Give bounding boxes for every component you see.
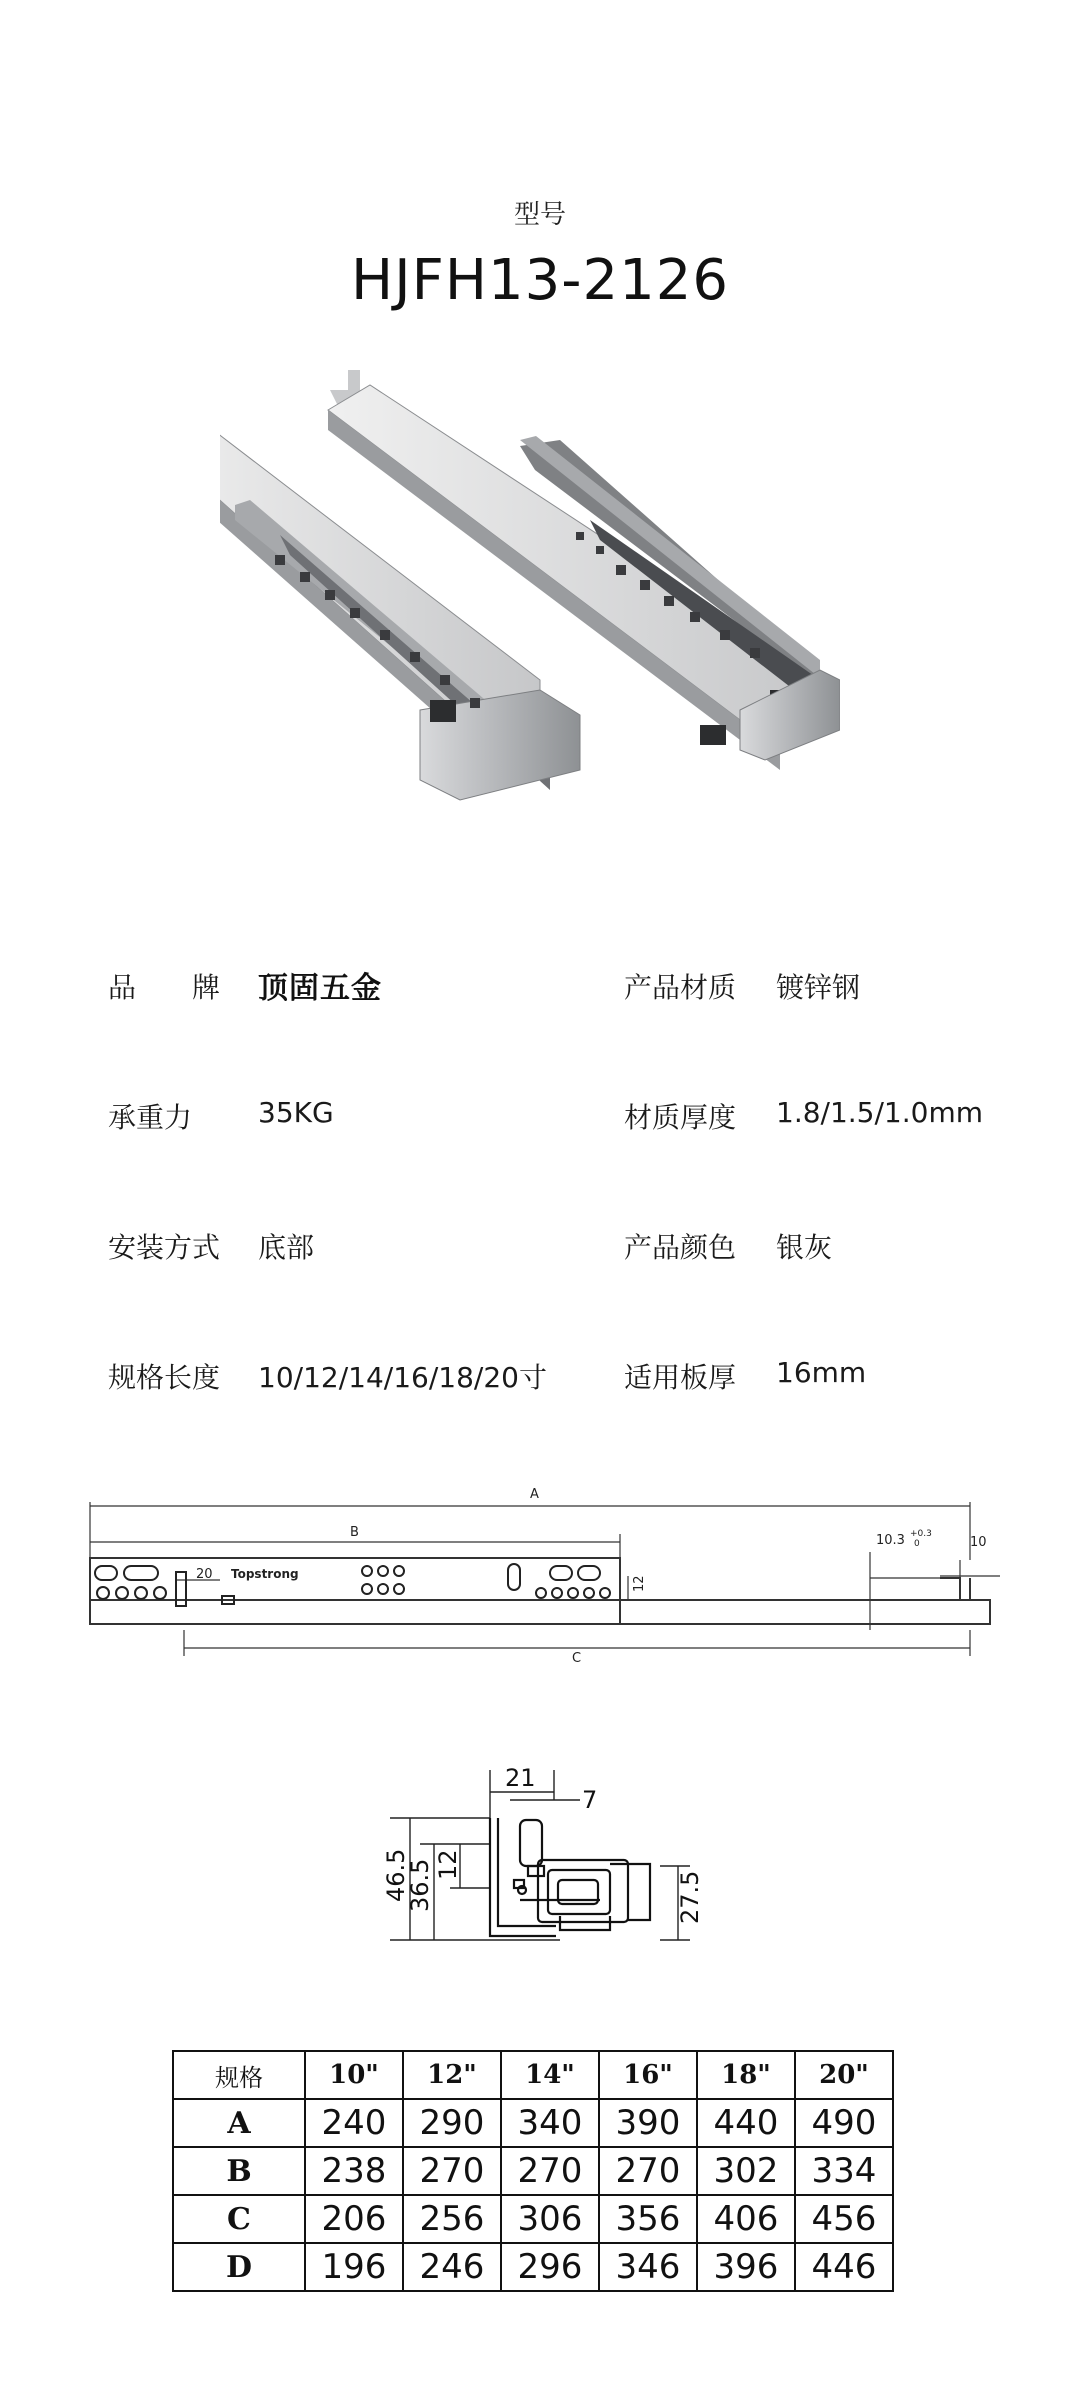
spec-value-thickness: 1.8/1.5/1.0mm — [776, 1096, 984, 1129]
model-label: 型号 — [513, 200, 566, 230]
table-cell: 334 — [795, 2147, 893, 2195]
table-cell: 270 — [599, 2147, 697, 2195]
dim-20: 20 — [196, 1567, 213, 1582]
dim-46-5: 46.5 — [382, 1848, 410, 1902]
table-cell: 440 — [697, 2099, 795, 2147]
table-cell: 196 — [305, 2243, 403, 2291]
table-header-cell: 20" — [795, 2051, 893, 2099]
table-cell: 238 — [305, 2147, 403, 2195]
spec-label-board: 适用板厚 — [624, 1361, 737, 1394]
dim-10-3: 10.3 — [876, 1533, 905, 1548]
section-drawing — [360, 1740, 720, 1970]
spec-label-length: 规格长度 — [108, 1361, 221, 1394]
dim-c: C — [572, 1651, 582, 1666]
row-label: A — [173, 2099, 305, 2147]
table-header-cell: 12" — [403, 2051, 501, 2099]
spec-label-material: 产品材质 — [624, 971, 737, 1004]
spec-value-install: 底部 — [258, 1231, 315, 1264]
table-cell: 270 — [403, 2147, 501, 2195]
dim-27-5: 27.5 — [676, 1870, 704, 1924]
spec-value-length: 10/12/14/16/18/20寸 — [258, 1361, 547, 1394]
dim-12-section: 12 — [434, 1849, 462, 1880]
spec-label-load: 承重力 — [108, 1101, 193, 1134]
tol-plus: +0.3 — [910, 1529, 932, 1539]
table-row — [173, 2195, 893, 2243]
table-cell: 256 — [403, 2195, 501, 2243]
table-cell: 240 — [305, 2099, 403, 2147]
table-cell: 446 — [795, 2243, 893, 2291]
table-header-cell: 14" — [501, 2051, 599, 2099]
table-cell: 390 — [599, 2099, 697, 2147]
tol-zero: 0 — [914, 1539, 920, 1549]
table-cell: 302 — [697, 2147, 795, 2195]
dim-b: B — [350, 1525, 359, 1540]
table-header-cell: 规格 — [173, 2051, 305, 2099]
model-code: HJFH13-2126 — [351, 248, 729, 313]
table-cell: 290 — [403, 2099, 501, 2147]
table-row — [173, 2147, 893, 2195]
brand-mark: Topstrong — [231, 1567, 299, 1581]
table-cell: 346 — [599, 2243, 697, 2291]
spec-value-load: 35KG — [258, 1096, 334, 1129]
dim-10: 10 — [970, 1535, 987, 1550]
dim-12: 12 — [632, 1575, 647, 1592]
table-cell: 206 — [305, 2195, 403, 2243]
table-cell: 456 — [795, 2195, 893, 2243]
product-image — [220, 350, 840, 880]
size-table — [172, 2050, 894, 2292]
table-cell: 296 — [501, 2243, 599, 2291]
spec-label-color: 产品颜色 — [624, 1231, 737, 1264]
spec-value-board: 16mm — [776, 1356, 867, 1389]
table-cell: 406 — [697, 2195, 795, 2243]
table-cell: 490 — [795, 2099, 893, 2147]
table-header-cell: 10" — [305, 2051, 403, 2099]
spec-label-thickness: 材质厚度 — [624, 1101, 737, 1134]
table-cell: 270 — [501, 2147, 599, 2195]
table-header-row — [173, 2051, 893, 2099]
row-label: B — [173, 2147, 305, 2195]
dim-21: 21 — [505, 1764, 536, 1792]
spec-value-color: 银灰 — [776, 1231, 833, 1264]
spec-value-material: 镀锌钢 — [776, 971, 861, 1004]
row-label: C — [173, 2195, 305, 2243]
side-view-drawing — [0, 1480, 1080, 1680]
spec-label-install: 安装方式 — [108, 1231, 221, 1264]
table-cell: 356 — [599, 2195, 697, 2243]
dim-36-5: 36.5 — [406, 1858, 434, 1912]
table-header-cell: 18" — [697, 2051, 795, 2099]
dim-7: 7 — [582, 1786, 598, 1814]
table-cell: 246 — [403, 2243, 501, 2291]
brand-logo-text: 顶固五金 — [258, 971, 382, 1006]
table-row — [173, 2243, 893, 2291]
table-header-cell: 16" — [599, 2051, 697, 2099]
table-cell: 306 — [501, 2195, 599, 2243]
row-label: D — [173, 2243, 305, 2291]
table-cell: 340 — [501, 2099, 599, 2147]
table-row — [173, 2099, 893, 2147]
slide-back — [328, 370, 840, 770]
table-cell: 396 — [697, 2243, 795, 2291]
dim-a: A — [530, 1487, 539, 1502]
spec-label-brand: 品 牌 — [108, 971, 221, 1004]
